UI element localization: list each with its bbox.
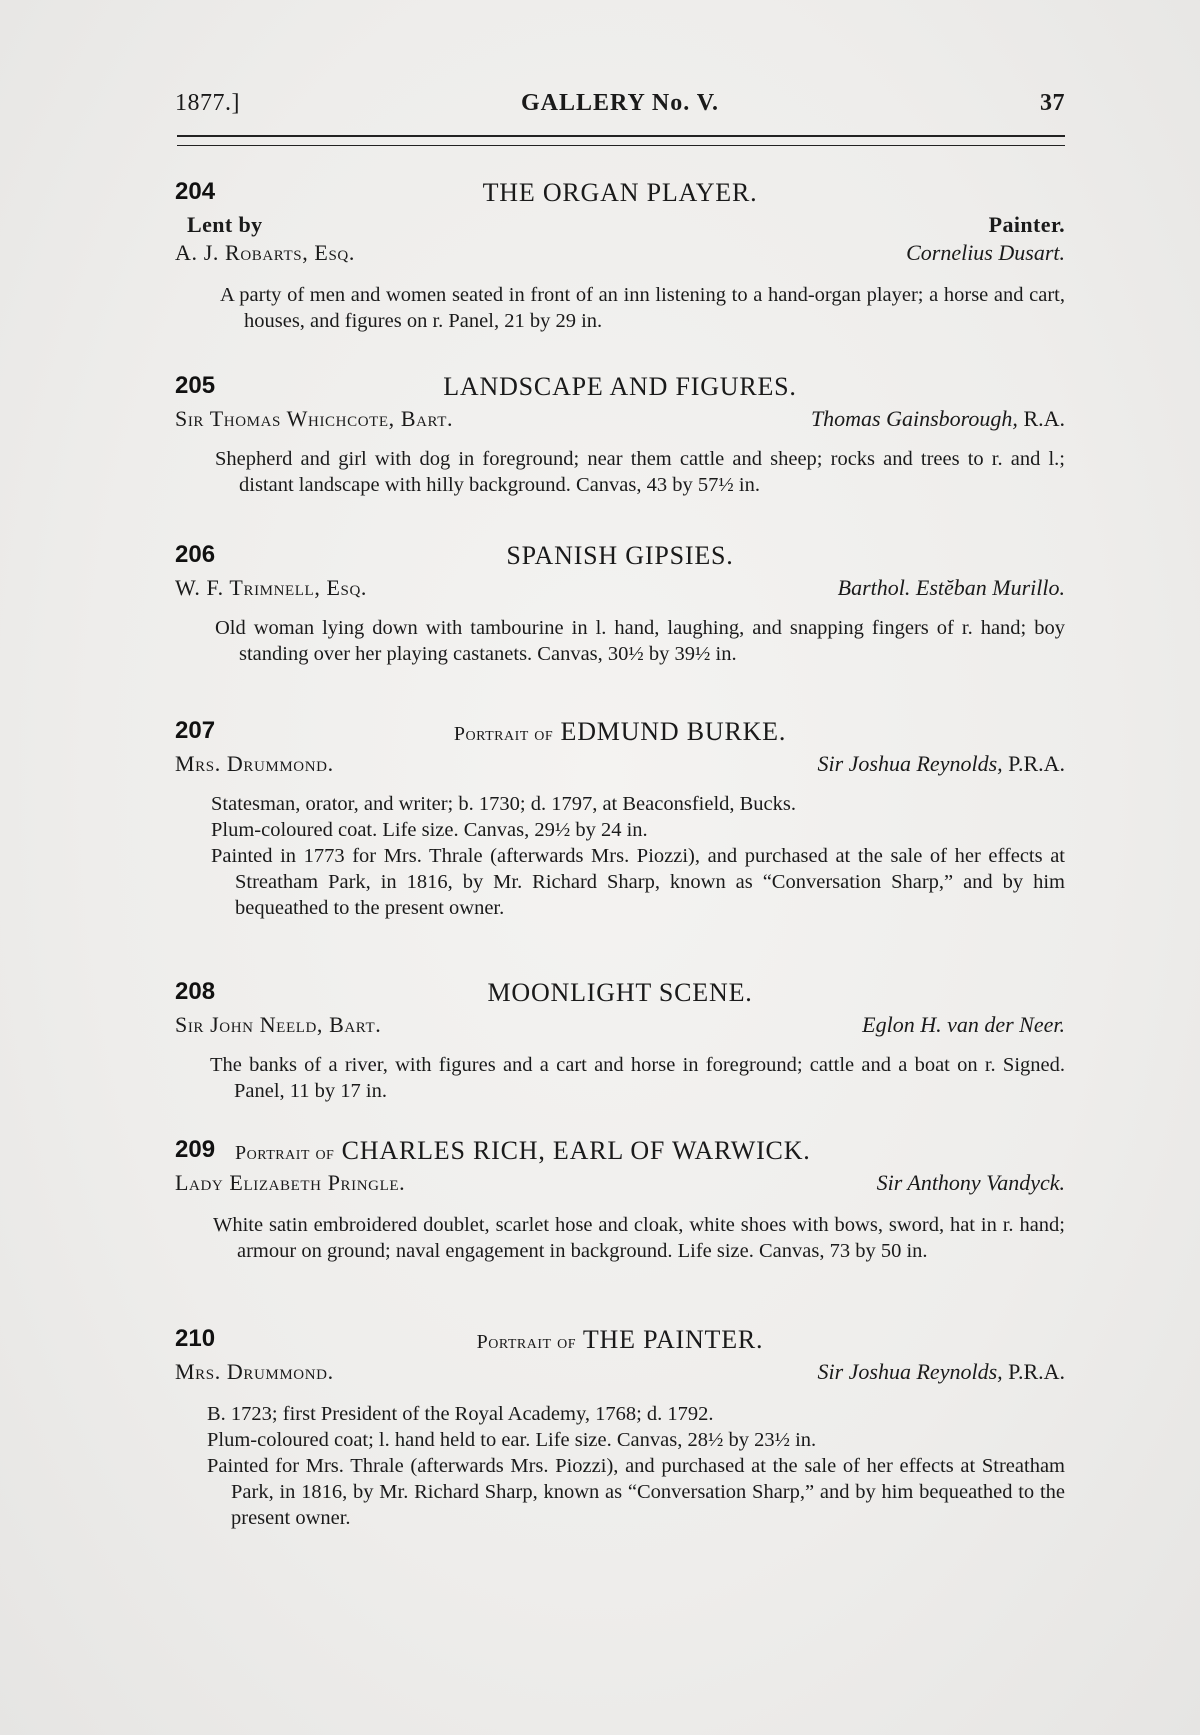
- entry-title: [175, 541, 1065, 571]
- painter-name: [906, 240, 1065, 266]
- entry-title: [175, 178, 1065, 208]
- entry-title-text: LANDSCAPE AND FIGURES.: [443, 372, 797, 401]
- lender-name: Lady Elizabeth Pringle.: [175, 1170, 406, 1195]
- catalogue-entry-204: [175, 178, 1065, 358]
- page-number: 37: [1040, 90, 1065, 116]
- catalogue-entry-207: [175, 717, 1065, 957]
- entry-description: [213, 1212, 1065, 1264]
- entry-number: 206: [175, 541, 216, 568]
- entry-title-text: MOONLIGHT SCENE.: [487, 978, 753, 1007]
- entry-number: 207: [175, 717, 216, 744]
- painter-name-text: Sir Joshua Reynolds,: [817, 751, 1003, 776]
- painter-heading: Painter.: [988, 212, 1065, 237]
- entry-description: [215, 446, 1065, 498]
- lender-painter-row: [175, 751, 1065, 781]
- painter-name: [811, 406, 1065, 432]
- painter-suffix: P.R.A.: [1002, 1359, 1065, 1384]
- entry-title-text: THE PAINTER.: [582, 1325, 764, 1354]
- catalogue-entry-209: [175, 1136, 1065, 1296]
- entry-title-text: THE ORGAN PLAYER.: [482, 178, 758, 207]
- running-header: [175, 90, 1065, 130]
- entry-number: 210: [175, 1325, 216, 1352]
- lent-by-heading: Lent by: [187, 212, 263, 237]
- column-headings: [175, 212, 1065, 242]
- description-paragraph: A party of men and women seated in front of an inn listening to a hand-organ player; a horse and cart, houses, and figures on r. Panel, 21 by 29 in.: [220, 284, 1065, 332]
- painter-suffix: P.R.A.: [1002, 751, 1065, 776]
- entry-number: 204: [175, 178, 216, 205]
- description-paragraph: Plum-coloured coat. Life size. Canvas, 29½ by 24 in.: [211, 819, 648, 841]
- lender-painter-row: [175, 406, 1065, 436]
- painter-name-text: Sir Anthony Vandyck.: [876, 1170, 1065, 1195]
- lender-painter-row: [175, 575, 1065, 605]
- painter-name: [877, 1170, 1065, 1196]
- painter-name-text: Sir Joshua Reynolds,: [817, 1359, 1003, 1384]
- entry-number: 205: [175, 372, 216, 399]
- entry-title-text: SPANISH GIPSIES.: [506, 541, 734, 570]
- description-paragraph: Painted in 1773 for Mrs. Thrale (afterwards Mrs. Piozzi), and purchased at the sale of her effects at Streatham Park, in 1816, by Mr. Richard Sharp, known as “Conversation Sharp,” and by him bequeathed to the present owner.: [211, 845, 1065, 919]
- entry-title-prefix: Portrait of: [476, 1331, 576, 1353]
- entry-title-prefix: Portrait of: [453, 723, 554, 745]
- catalogue-entry-206: [175, 541, 1065, 701]
- entry-title: [175, 717, 1065, 747]
- lender-name: W. F. Trimnell, Esq.: [175, 575, 368, 600]
- description-paragraph: Old woman lying down with tambourine in l. hand, laughing, and snapping fingers of r. hand; boy standing over her playing castanets. Canvas, 30½ by 39½ in.: [215, 617, 1065, 665]
- entry-title: [175, 372, 1065, 402]
- painter-name: [817, 1359, 1065, 1385]
- header-double-rule: [177, 135, 1065, 146]
- catalogue-entry-205: [175, 372, 1065, 532]
- entry-title: [175, 1325, 1065, 1355]
- lender-painter-row: [175, 1012, 1065, 1042]
- description-paragraph: The banks of a river, with figures and a cart and horse in foreground; cattle and a boat on r. Signed. Panel, 11 by 17 in.: [210, 1054, 1065, 1102]
- painter-name-text: Eglon H. van der Neer.: [862, 1012, 1065, 1037]
- description-paragraph: B. 1723; first President of the Royal Academy, 1768; d. 1792.: [207, 1403, 714, 1425]
- lender-painter-row: [175, 240, 1065, 270]
- painter-name: [838, 575, 1065, 601]
- header-gallery-title: GALLERY No. V.: [520, 90, 720, 116]
- entry-description: [220, 282, 1065, 334]
- lender-name: Mrs. Drummond.: [175, 751, 334, 776]
- entry-title: [235, 1136, 1065, 1166]
- lender-name: Sir John Neeld, Bart.: [175, 1012, 382, 1037]
- entry-number: 209: [175, 1136, 216, 1163]
- description-paragraph: Shepherd and girl with dog in foreground; near them cattle and sheep; rocks and trees to r. and l.; distant landscape with hilly background. Canvas, 43 by 57½ in.: [215, 448, 1065, 496]
- entry-title-text: EDMUND BURKE.: [560, 717, 787, 746]
- entry-description: [215, 615, 1065, 667]
- lender-name: Mrs. Drummond.: [175, 1359, 334, 1384]
- description-paragraph: Painted for Mrs. Thrale (afterwards Mrs. Piozzi), and purchased at the sale of her effects at Streatham Park, in 1816, by Mr. Richard Sharp, known as “Conversation Sharp,” and by him bequeathed to the present owner.: [207, 1455, 1065, 1529]
- painter-name-text: Barthol. Estĕban Murillo.: [837, 575, 1065, 600]
- painter-name: [817, 751, 1065, 777]
- lender-name: A. J. Robarts, Esq.: [175, 240, 355, 265]
- entry-title-prefix: Portrait of: [235, 1142, 335, 1164]
- catalogue-entry-210: [175, 1325, 1065, 1555]
- description-paragraph: Statesman, orator, and writer; b. 1730; d. 1797, at Beaconsfield, Bucks.: [211, 793, 797, 815]
- painter-suffix: R.A.: [1017, 406, 1065, 431]
- entry-number: 208: [175, 978, 216, 1005]
- description-paragraph: White satin embroidered doublet, scarlet hose and cloak, white shoes with bows, sword, hat in r. hand; armour on ground; naval engagement in background. Life size. Canvas, 73 by 50 in.: [213, 1214, 1065, 1262]
- entry-description: [210, 1052, 1065, 1104]
- entry-description: [207, 1401, 1065, 1531]
- description-paragraph: Plum-coloured coat; l. hand held to ear. Life size. Canvas, 28½ by 23½ in.: [207, 1429, 817, 1451]
- entry-description: [211, 791, 1065, 921]
- header-year: 1877.]: [175, 90, 240, 116]
- entry-title-text: CHARLES RICH, EARL OF WARWICK.: [341, 1136, 811, 1165]
- painter-name-text: Thomas Gainsborough,: [810, 406, 1018, 431]
- painter-name-text: Cornelius Dusart.: [906, 240, 1065, 265]
- entry-title: [175, 978, 1065, 1008]
- lender-painter-row: [175, 1359, 1065, 1389]
- painter-name: [862, 1012, 1065, 1038]
- lender-painter-row: [175, 1170, 1065, 1200]
- catalogue-entry-208: [175, 978, 1065, 1118]
- lender-name: Sir Thomas Whichcote, Bart.: [175, 406, 454, 431]
